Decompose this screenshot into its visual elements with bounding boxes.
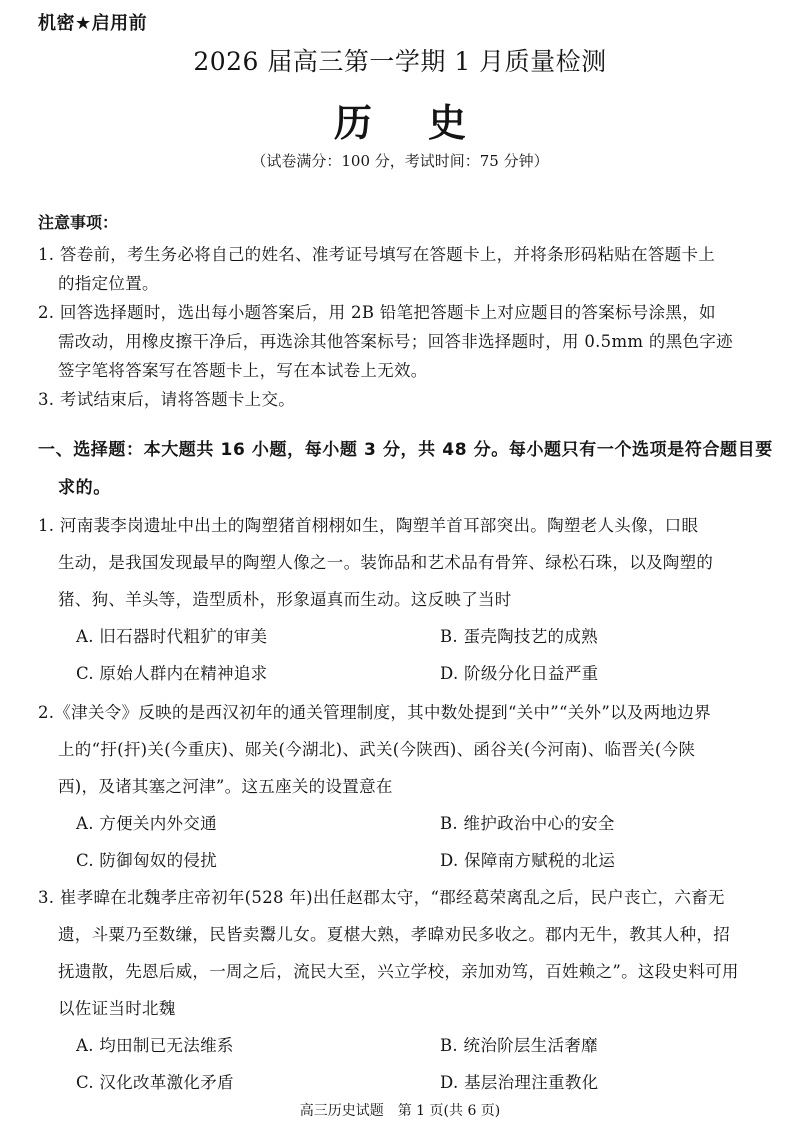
subject-title: 历史 [333,101,522,145]
page-footer: 高三历史试题 第 1 页(共 6 页) [299,1103,501,1119]
option-c: C. 防御匈奴的侵扰 [76,851,218,870]
question-text-line: 2.《津关令》反映的是西汉初年的通关管理制度，其中数处提到“关中”“关外”以及两地边界 [38,703,711,722]
option-c: C. 汉化改革激化矛盾 [76,1073,234,1092]
exam-title: 2026 届高三第一学期 1 月质量检测 [193,47,607,76]
question-text-line: 1. 河南裴李岗遗址中出土的陶塑猪首栩栩如生，陶塑羊首耳部突出。陶塑老人头像，口眼 [38,516,699,535]
notice-line: 的指定位置。 [58,274,159,293]
notice-line: 2. 回答选择题时，选出每小题答案后，用 2B 铅笔把答题卡上对应题目的答案标号涂黑，如 [38,303,716,322]
section-heading: 一、选择题：本大题共 16 小题，每小题 3 分，共 48 分。每小题只有一个选项是符合题目要 [38,440,773,460]
question-text-line: 上的“扜(扞)关(今重庆)、郧关(今湖北)、武关(今陕西)、函谷关(今河南)、临晋关(今陕 [58,740,696,759]
option-b: B. 维护政治中心的安全 [440,814,615,833]
option-d: D. 保障南方赋税的北运 [440,851,616,870]
option-a: A. 均田制已无法维系 [76,1036,234,1055]
notice-line: 签字笔将答案写在答题卡上，写在本试卷上无效。 [58,361,428,380]
question-text-line: 生动，是我国发现最早的陶塑人像之一。装饰品和艺术品有骨笄、绿松石珠，以及陶塑的 [58,553,714,572]
option-b: B. 蛋壳陶技艺的成熟 [440,627,598,646]
question-text-line: 猪、狗、羊头等，造型质朴，形象逼真而生动。这反映了当时 [58,590,512,609]
notice-line: 1. 答卷前，考生务必将自己的姓名、准考证号填写在答题卡上，并将条形码粘贴在答题卡上 [38,245,716,264]
option-a: A. 旧石器时代粗犷的审美 [76,627,268,646]
question-text-line: 西)，及诸其塞之河津”。这五座关的设置意在 [58,777,393,796]
notice-line: 3. 考试结束后，请将答题卡上交。 [38,390,296,409]
question-text-line: 3. 崔孝暐在北魏孝庄帝初年(528 年)出任赵郡太守，“郡经葛荣离乱之后，民户丧亡，六畜无 [38,888,725,907]
question-text-line: 遗，斗粟乃至数缣，民皆卖鬻儿女。夏椹大熟，孝暐劝民多收之。郡内无牛，教其人种，招 [58,925,730,944]
section-heading-cont: 求的。 [58,478,111,498]
option-a: A. 方便关内外交通 [76,814,217,833]
question-text-line: 以佐证当时北魏 [58,999,176,1018]
option-c: C. 原始人群内在精神追求 [76,664,268,683]
option-b: B. 统治阶层生活奢靡 [440,1036,598,1055]
notice-line: 需改动，用橡皮擦干净后，再选涂其他答案标号；回答非选择题时，用 0.5mm 的黑色字迹 [58,332,733,351]
confidential-label: 机密★启用前 [38,13,148,34]
option-d: D. 基层治理注重教化 [440,1073,599,1092]
exam-info: （试卷满分：100 分，考试时间：75 分钟） [251,152,549,170]
option-d: D. 阶级分化日益严重 [440,664,599,683]
question-text-line: 抚遗散，先恩后威，一周之后，流民大至，兴立学校，亲加劝笃，百姓赖之”。这段史料可用 [58,962,739,981]
notice-title: 注意事项： [38,213,119,232]
